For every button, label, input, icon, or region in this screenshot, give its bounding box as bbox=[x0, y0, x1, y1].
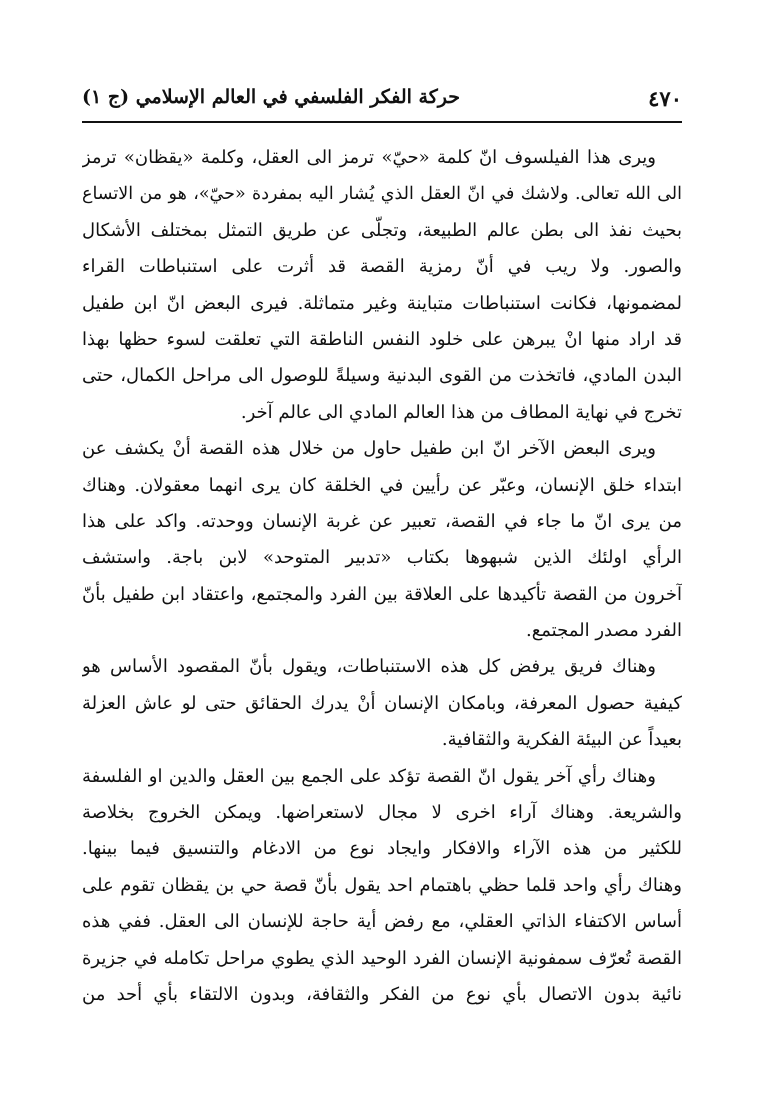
text-line: ويرى هذا الفيلسوف انّ كلمة «حيّ» ترمز الى العقل، وكلمة «يقظان» ترمز bbox=[82, 147, 656, 168]
text-line: قد اراد منها انْ يبرهن على خلود النفس الناطقة التي تعلقت لسوء حظها بهذا bbox=[82, 328, 682, 350]
body-text bbox=[82, 140, 682, 1013]
text-line: ويرى البعض الآخر انّ ابن طفيل حاول من خلال هذه القصة أنْ يكشف عن bbox=[82, 438, 656, 460]
text-line: آخرون من القصة تأكيدها على العلاقة بين الفرد والمجتمع، واعتقاد ابن طفيل بأنّ bbox=[82, 583, 682, 605]
text-line: الفرد مصدر المجتمع. bbox=[525, 620, 682, 642]
header-divider bbox=[82, 121, 682, 123]
text-line: وهناك رأي واحد قلما حظي باهتمام احد يقول بأنّ قصة حي بن يقظان تقوم على bbox=[82, 874, 682, 896]
text-line: والشريعة. وهناك آراء اخرى لا مجال لاستعراضها. ويمكن الخروج بخلاصة bbox=[82, 802, 682, 824]
text-line: من يرى انّ ما جاء في القصة، تعبير عن غربة الإنسان ووحدته. واكد على هذا bbox=[82, 510, 682, 532]
text-line: الى الله تعالى. ولاشك في انّ العقل الذي يُشار اليه بمفردة «حيّ»، هو من الاتساع bbox=[82, 184, 682, 205]
text-line: كيفية حصول المعرفة، وبامكان الإنسان أنْ يدرك الحقائق حتى لو عاش العزلة bbox=[82, 692, 682, 714]
running-title: حركة الفكر الفلسفي في العالم الإسلامي (ج ١) bbox=[82, 86, 461, 108]
text-line: للكثير من هذه الآراء والافكار وايجاد نوع من الادغام والتنسيق فيما بينها. bbox=[82, 838, 682, 860]
page-number: ٤٧٠ bbox=[648, 86, 682, 111]
text-line: بحيث نفذ الى بطن عالم الطبيعة، وتجلّى عن طريق التمثل بمختلف الأشكال bbox=[82, 219, 682, 241]
text-line: والصور. ولا ريب في أنّ رمزية القصة قد أثرت على استنباطات القراء bbox=[82, 256, 682, 278]
text-line: ابتداء خلق الإنسان، وعبّر عن رأيين في الخلقة كان يرى انهما معقولان. وهناك bbox=[82, 474, 682, 496]
text-line: بعيداً عن البيئة الفكرية والثقافية. bbox=[441, 729, 682, 751]
text-line: القصة تُعرّف سمفونية الإنسان الفرد الوحيد الذي يطوي مراحل تكامله في جزيرة bbox=[82, 947, 682, 969]
text-line: نائية بدون الاتصال بأي نوع من الفكر والثقافة، وبدون الالتقاء بأي أحد من bbox=[82, 983, 682, 1005]
text-line: تخرج في نهاية المطاف من هذا العالم المادي الى عالم آخر. bbox=[240, 401, 682, 423]
text-line: وهناك رأي آخر يقول انّ القصة تؤكد على الجمع بين العقل والدين او الفلسفة bbox=[82, 765, 656, 787]
page-header bbox=[82, 84, 682, 118]
text-line: أساس الاكتفاء الذاتي العقلي، مع رفض أية حاجة للإنسان الى العقل. ففي هذه bbox=[82, 911, 682, 933]
text-line: وهناك فريق يرفض كل هذه الاستنباطات، ويقول بأنّ المقصود الأساس هو bbox=[82, 656, 656, 678]
text-line: البدن المادي، فاتخذت من القوى البدنية وسيلةً للوصول الى مراحل الكمال، حتى bbox=[82, 365, 682, 387]
text-line: لمضمونها، فكانت استنباطات متباينة وغير متماثلة. فيرى البعض انّ ابن طفيل bbox=[82, 292, 682, 314]
text-line: الرأي اولئك الذين شبهوها بكتاب «تدبير المتوحد» لابن باجة. واستشف bbox=[82, 547, 682, 569]
